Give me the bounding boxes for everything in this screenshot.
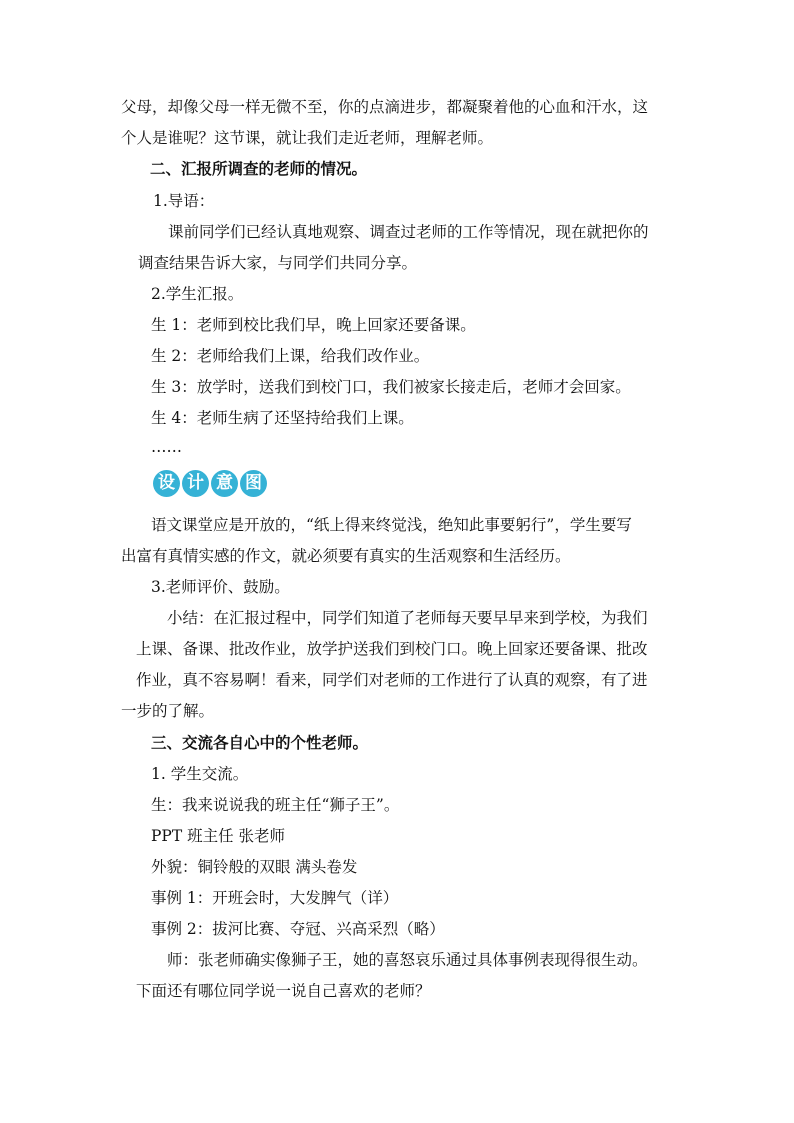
subheading: 2.学生汇报。 xyxy=(151,285,244,303)
section-heading: 二、汇报所调查的老师的情况。 xyxy=(150,159,368,178)
badge-char: 设 xyxy=(153,470,180,497)
paragraph-line: 课前同学们已经认真地观察、调查过老师的工作等情况，现在就把你的 xyxy=(168,223,649,241)
design-intent-badge xyxy=(153,470,267,497)
ppt-line: 事例 2：拔河比赛、夺冠、兴高采烈（略） xyxy=(151,920,445,938)
teacher-comment-line: 下面还有哪位同学说一说自己喜欢的老师？ xyxy=(136,982,431,1000)
summary-line: 作业，真不容易啊！看来，同学们对老师的工作进行了认真的观察，有了进 xyxy=(136,671,648,689)
ppt-line: 事例 1：开班会时，大发脾气（详） xyxy=(151,889,399,907)
ppt-line: PPT 班主任 张老师 xyxy=(151,827,286,845)
badge-char: 图 xyxy=(240,470,267,497)
section-heading: 三、交流各自心中的个性老师。 xyxy=(151,733,369,752)
summary-line: 上课、备课、批改作业，放学护送我们到校门口。晚上回家还要备课、批改 xyxy=(136,640,648,658)
summary-line: 小结：在汇报过程中，同学们知道了老师每天要早早来到学校，为我们 xyxy=(167,609,648,627)
paragraph-line: 出富有真情实感的作文，就必须要有真实的生活观察和生活经历。 xyxy=(121,547,571,565)
badge-char: 意 xyxy=(211,470,238,497)
ellipsis: …… xyxy=(151,438,182,456)
paragraph-line: 父母，却像父母一样无微不至，你的点滴进步，都凝聚着他的心血和汗水，这 xyxy=(121,98,649,116)
paragraph-line: 语文课堂应是开放的，“纸上得来终觉浅，绝知此事要躬行”，学生要写 xyxy=(151,516,632,534)
subheading: 1.导语： xyxy=(153,192,215,210)
paragraph-line: 个人是谁呢？这节课，就让我们走近老师，理解老师。 xyxy=(121,129,494,147)
ppt-line: 外貌：铜铃般的双眼 满头卷发 xyxy=(151,858,358,876)
badge-char: 计 xyxy=(182,470,209,497)
subheading: 3.老师评价、鼓励。 xyxy=(151,578,290,596)
subheading: 1. 学生交流。 xyxy=(151,765,249,783)
student-report-line: 生 3：放学时，送我们到校门口，我们被家长接走后，老师才会回家。 xyxy=(151,378,631,396)
student-report-line: 生 4：老师生病了还坚持给我们上课。 xyxy=(151,409,414,427)
student-report-line: 生 2：老师给我们上课，给我们改作业。 xyxy=(151,347,430,365)
teacher-comment-line: 师：张老师确实像狮子王，她的喜怒哀乐通过具体事例表现得很生动。 xyxy=(167,951,648,969)
student-report-line: 生 1：老师到校比我们早，晚上回家还要备课。 xyxy=(151,316,476,334)
paragraph-line: 生：我来说说我的班主任“狮子王”。 xyxy=(151,796,400,814)
summary-line: 一步的了解。 xyxy=(121,702,215,720)
paragraph-line: 调查结果告诉大家，与同学们共同分享。 xyxy=(138,254,418,272)
